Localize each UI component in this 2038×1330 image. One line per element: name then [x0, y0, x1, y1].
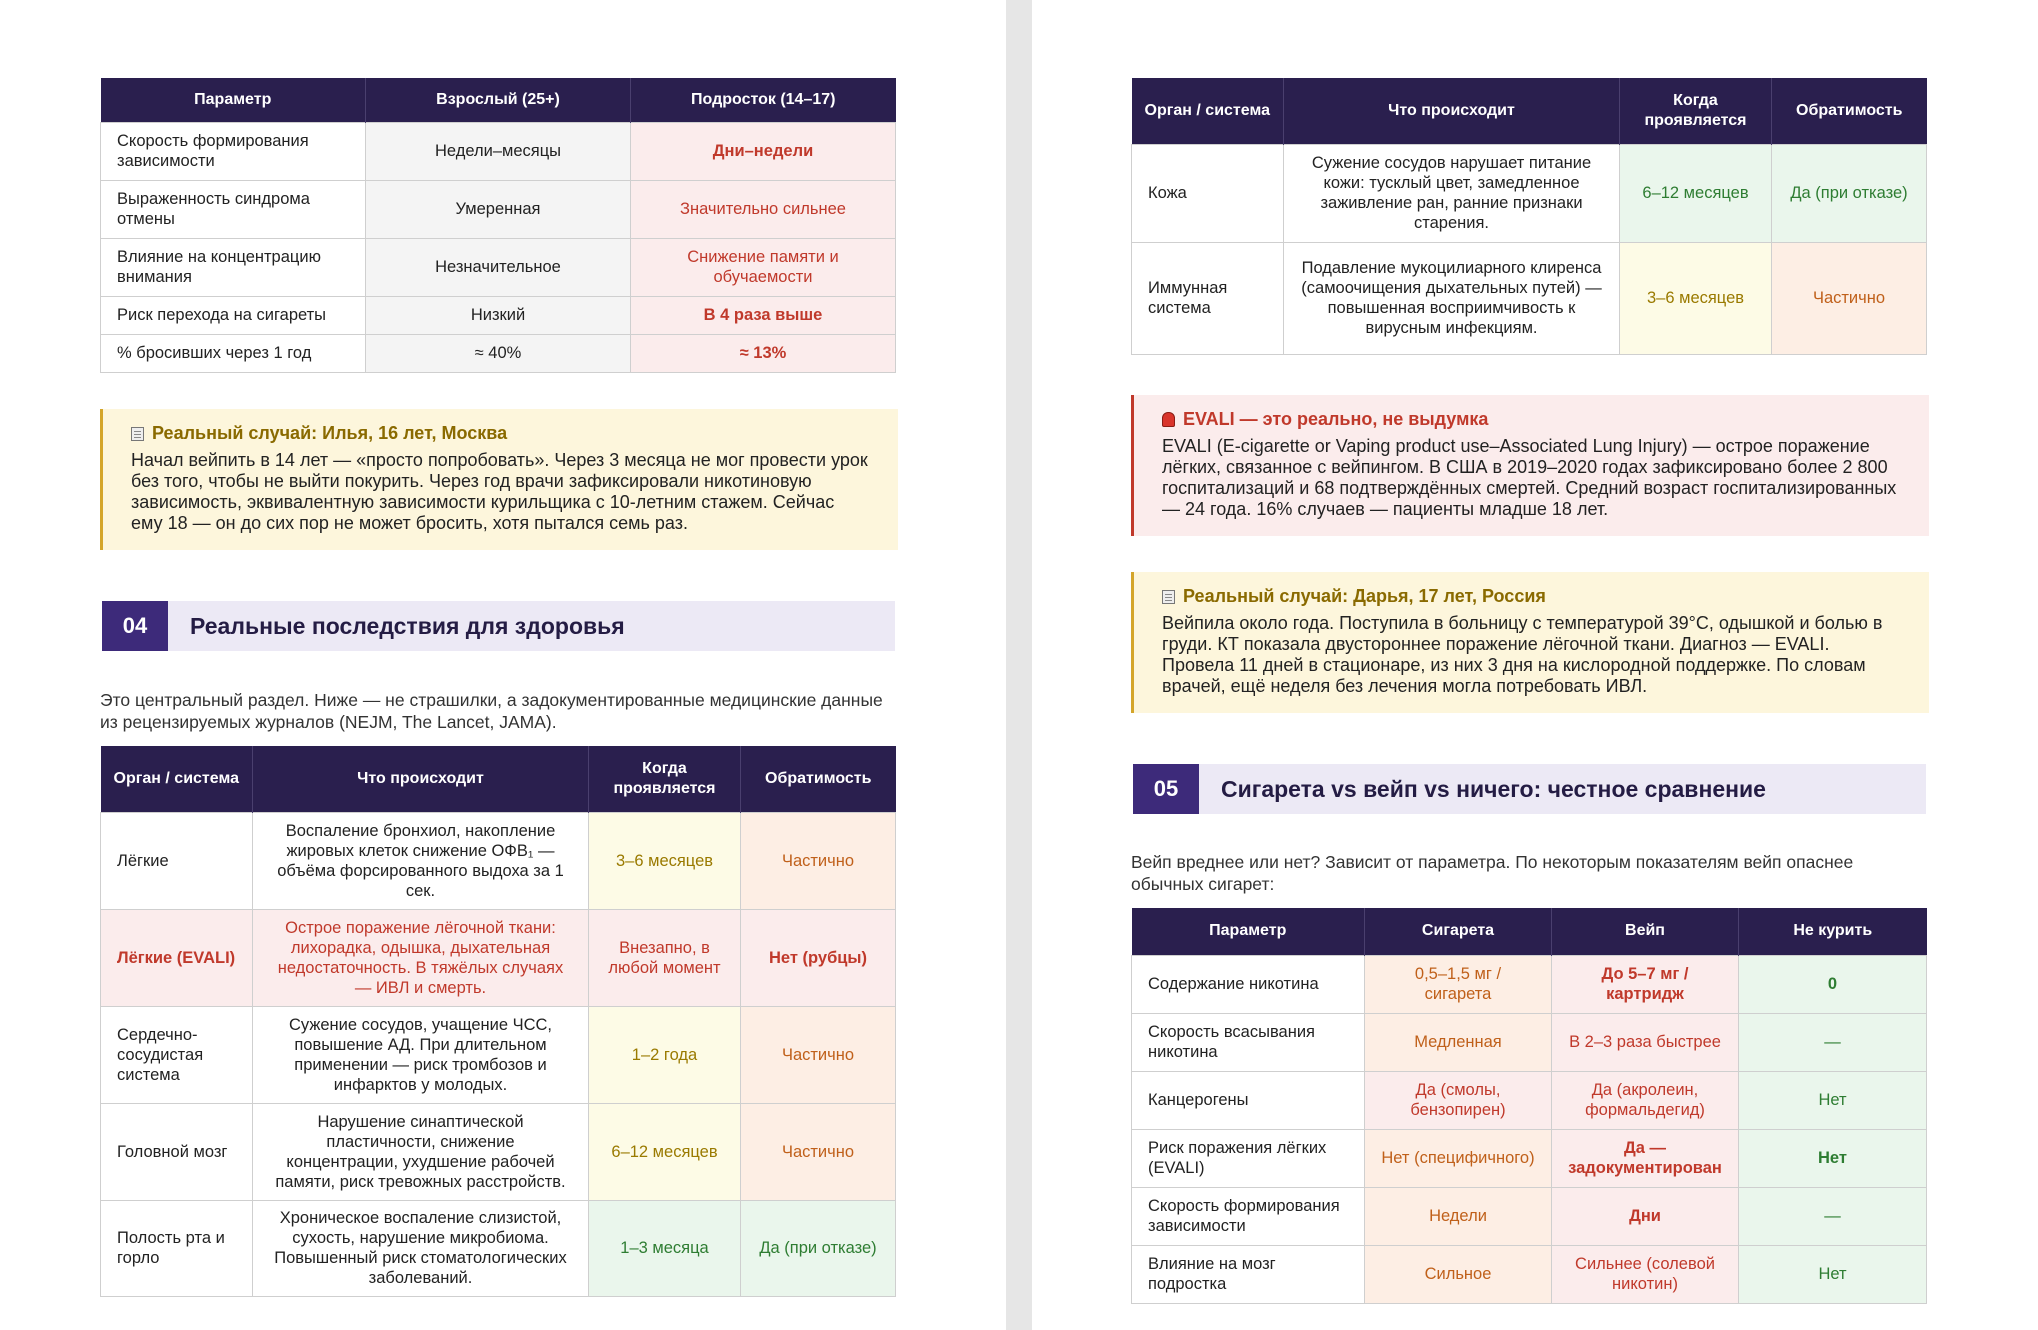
table-cell: ≈ 13%	[631, 334, 896, 372]
comparison-table	[1131, 908, 1926, 1304]
callout-text: Вейпила около года. Поступила в больницу с температурой 39°C, одышкой и болью в груди. КТ показала двустороннее поражение лёгочной ткани. Диагноз — EVALI. Провела 11 дней в стационаре, из них 3 дня на кислородной поддержке. По словам врачей, ещё неделя без лечения могла потребовать ИВЛ.	[1162, 613, 1883, 696]
case-callout-darya	[1131, 572, 1929, 713]
teen-vs-adult-table	[100, 78, 895, 373]
table-header: Что происходит	[1284, 78, 1620, 144]
table-row	[1132, 1245, 1927, 1303]
table-header: Обратимость	[741, 746, 896, 812]
table-row	[1132, 1013, 1927, 1071]
table-cell: Риск перехода на сигареты	[101, 296, 366, 334]
table-cell: В 4 раза выше	[631, 296, 896, 334]
table-cell: Сильное	[1365, 1245, 1552, 1303]
left-page	[0, 0, 1006, 1330]
table-cell: Низкий	[366, 296, 631, 334]
section-intro: Вейп вреднее или нет? Зависит от параметра. По некоторым показателям вейп опаснее обычных сигарет:	[1131, 852, 1854, 894]
table-cell: Да — задокументирован	[1552, 1129, 1739, 1187]
table-header: Вейп	[1552, 908, 1739, 955]
table-cell: 0	[1739, 955, 1927, 1013]
table-row	[101, 1103, 896, 1200]
table-row	[101, 238, 896, 296]
table-cell: Сильнее (солевой никотин)	[1552, 1245, 1739, 1303]
table-cell: Нет	[1739, 1245, 1927, 1303]
table-cell: Хроническое воспаление слизистой, сухость, нарушение микробиома. Повышенный риск стоматологических заболеваний.	[253, 1200, 589, 1296]
table-cell: Нет	[1739, 1129, 1927, 1187]
table-header: Когда проявляется	[589, 746, 741, 812]
table-cell: Нет (рубцы)	[741, 909, 896, 1006]
table-row	[101, 1200, 896, 1296]
section-header-05	[1133, 764, 1926, 814]
table-cell: В 2–3 раза быстрее	[1552, 1013, 1739, 1071]
table-cell: Частично	[1772, 242, 1927, 354]
table-cell: ≈ 40%	[366, 334, 631, 372]
table-row	[1132, 1129, 1927, 1187]
table-cell: Влияние на мозг подростка	[1132, 1245, 1365, 1303]
table-cell: Да (смолы, бензопирен)	[1365, 1071, 1552, 1129]
table-cell: 1–2 года	[589, 1006, 741, 1103]
table-header-row	[101, 746, 896, 812]
table-header: Сигарета	[1365, 908, 1552, 955]
table-row	[1132, 144, 1927, 242]
table-cell: Иммунная система	[1132, 242, 1284, 354]
table-cell: 6–12 месяцев	[589, 1103, 741, 1200]
health-effects-table-continued	[1131, 78, 1926, 355]
table-cell: Нарушение синаптической пластичности, снижение концентрации, ухудшение рабочей памяти, риск тревожных расстройств.	[253, 1103, 589, 1200]
table-row	[101, 1006, 896, 1103]
table-header: Когда проявляется	[1620, 78, 1772, 144]
table-header: Орган / система	[101, 746, 253, 812]
table-header: Параметр	[101, 78, 366, 122]
table-cell: 3–6 месяцев	[1620, 242, 1772, 354]
table-cell: Да (при отказе)	[741, 1200, 896, 1296]
table-row	[101, 180, 896, 238]
table-header: Взрослый (25+)	[366, 78, 631, 122]
table-cell: Нет	[1739, 1071, 1927, 1129]
table-cell: Нет (специфичного)	[1365, 1129, 1552, 1187]
table-cell: Частично	[741, 1103, 896, 1200]
table-row	[101, 122, 896, 180]
table-cell: Выраженность синдрома отмены	[101, 180, 366, 238]
table-cell: Умеренная	[366, 180, 631, 238]
table-cell: Лёгкие	[101, 812, 253, 909]
right-page	[1032, 0, 2038, 1330]
table-header-row	[101, 78, 896, 122]
table-cell: Скорость формирования зависимости	[1132, 1187, 1365, 1245]
table-cell: Скорость формирования зависимости	[101, 122, 366, 180]
callout-title: Реальный случай: Илья, 16 лет, Москва	[152, 423, 508, 443]
table-cell: Сужение сосудов нарушает питание кожи: тусклый цвет, замедленное заживление ран, ранние признаки старения.	[1284, 144, 1620, 242]
table-header: Что происходит	[253, 746, 589, 812]
table-header: Подросток (14–17)	[631, 78, 896, 122]
table-cell: Снижение памяти и обучаемости	[631, 238, 896, 296]
table-cell: До 5–7 мг / картридж	[1552, 955, 1739, 1013]
table-cell: Полость рта и горло	[101, 1200, 253, 1296]
table-row	[1132, 242, 1927, 354]
callout-title: Реальный случай: Дарья, 17 лет, Россия	[1183, 586, 1546, 606]
table-cell: Дни–недели	[631, 122, 896, 180]
table-row	[1132, 1071, 1927, 1129]
table-cell: Содержание никотина	[1132, 955, 1365, 1013]
table-cell: Воспаление бронхиол, накопление жировых клеток снижение ОФВ₁ — объёма форсированного выдоха за 1 сек.	[253, 812, 589, 909]
table-cell: 0,5–1,5 мг / сигарета	[1365, 955, 1552, 1013]
table-row	[101, 909, 896, 1006]
table-cell: Частично	[741, 1006, 896, 1103]
callout-text: Начал вейпить в 14 лет — «просто попробовать». Через 3 месяца не мог провести урок без того, чтобы не выйти покурить. Через год врачи зафиксировали никотиновую зависимость, эквивалентную зависимости курильщика с 10-летним стажем. Сейчас ему 18 — он до сих пор не может бросить, хотя пытался семь раз.	[131, 450, 868, 533]
table-header-row	[1132, 908, 1927, 955]
notepad-icon	[131, 427, 144, 441]
case-callout-ilya	[100, 409, 898, 550]
table-cell: Канцерогены	[1132, 1071, 1365, 1129]
table-cell: Риск поражения лёгких (EVALI)	[1132, 1129, 1365, 1187]
table-cell: Частично	[741, 812, 896, 909]
table-cell: 3–6 месяцев	[589, 812, 741, 909]
callout-text: EVALI (E-cigarette or Vaping product use–Associated Lung Injury) — острое поражение лёгких, связанное с вейпингом. В США в 2019–2020 годах зафиксировано более 2 800 госпитализаций и 68 подтверждённых смертей. Средний возраст госпитализированных — 24 года. 16% случаев — пациенты младше 18 лет.	[1162, 436, 1897, 519]
table-header-row	[1132, 78, 1927, 144]
table-header: Орган / система	[1132, 78, 1284, 144]
table-row	[1132, 1187, 1927, 1245]
health-effects-table	[100, 746, 895, 1297]
table-cell: Недели–месяцы	[366, 122, 631, 180]
table-header: Обратимость	[1772, 78, 1927, 144]
table-header: Параметр	[1132, 908, 1365, 955]
table-cell: Лёгкие (EVALI)	[101, 909, 253, 1006]
table-cell: Да (акролеин, формальдегид)	[1552, 1071, 1739, 1129]
table-row	[101, 334, 896, 372]
table-cell: Дни	[1552, 1187, 1739, 1245]
table-cell: Головной мозг	[101, 1103, 253, 1200]
section-title: Реальные последствия для здоровья	[190, 612, 625, 639]
section-intro: Это центральный раздел. Ниже — не страшилки, а задокументированные медицинские данные из рецензируемых журналов (NEJM, The Lancet, JAMA).	[100, 690, 883, 732]
table-cell: Незначительное	[366, 238, 631, 296]
table-cell: Скорость всасывания никотина	[1132, 1013, 1365, 1071]
evali-warning-callout	[1131, 395, 1929, 536]
callout-title: EVALI — это реально, не выдумка	[1183, 409, 1489, 429]
section-number: 05	[1133, 764, 1199, 814]
table-cell: Значительно сильнее	[631, 180, 896, 238]
table-cell: —	[1739, 1013, 1927, 1071]
table-cell: % бросивших через 1 год	[101, 334, 366, 372]
notepad-icon	[1162, 590, 1175, 604]
section-number: 04	[102, 601, 168, 651]
section-header-04	[102, 601, 895, 651]
table-cell: Сужение сосудов, учащение ЧСС, повышение АД. При длительном применении — риск тромбозов и инфарктов у молодых.	[253, 1006, 589, 1103]
table-cell: Подавление мукоцилиарного клиренса (самоочищения дыхательных путей) — повышенная восприимчивость к вирусным инфекциям.	[1284, 242, 1620, 354]
table-cell: Влияние на концентрацию внимания	[101, 238, 366, 296]
table-cell: 1–3 месяца	[589, 1200, 741, 1296]
table-cell: Недели	[1365, 1187, 1552, 1245]
table-cell: Острое поражение лёгочной ткани: лихорадка, одышка, дыхательная недостаточность. В тяжёлых случаях — ИВЛ и смерть.	[253, 909, 589, 1006]
table-cell: Кожа	[1132, 144, 1284, 242]
table-cell: Внезапно, в любой момент	[589, 909, 741, 1006]
section-title: Сигарета vs вейп vs ничего: честное сравнение	[1221, 775, 1766, 802]
table-header: Не курить	[1739, 908, 1927, 955]
table-row	[1132, 955, 1927, 1013]
table-cell: 6–12 месяцев	[1620, 144, 1772, 242]
table-row	[101, 812, 896, 909]
table-cell: —	[1739, 1187, 1927, 1245]
siren-icon	[1162, 412, 1175, 427]
table-cell: Медленная	[1365, 1013, 1552, 1071]
table-row	[101, 296, 896, 334]
table-cell: Да (при отказе)	[1772, 144, 1927, 242]
table-cell: Сердечно-сосудистая система	[101, 1006, 253, 1103]
